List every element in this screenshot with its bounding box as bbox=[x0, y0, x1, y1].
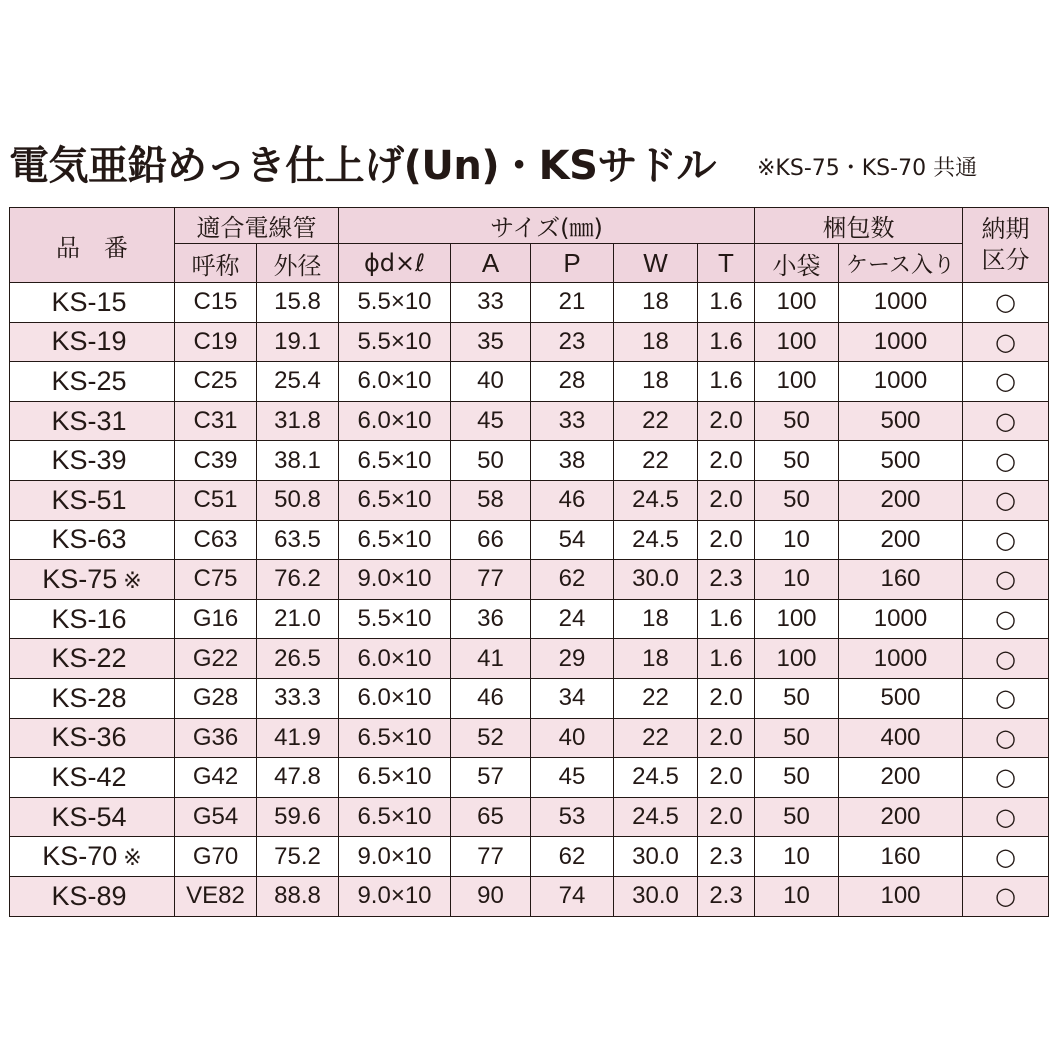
t-cell: 2.0 bbox=[698, 758, 755, 798]
outer-dia-cell: 41.9 bbox=[257, 718, 339, 758]
nominal-cell: G36 bbox=[175, 718, 257, 758]
p-cell: 62 bbox=[531, 837, 614, 877]
header-part-no: 品 番 bbox=[10, 208, 175, 283]
t-cell: 2.0 bbox=[698, 480, 755, 520]
t-cell: 2.3 bbox=[698, 837, 755, 877]
part-number: KS-51 bbox=[10, 480, 175, 520]
case-cell: 200 bbox=[839, 758, 963, 798]
a-cell: 77 bbox=[451, 837, 531, 877]
small-bag-cell: 10 bbox=[755, 876, 839, 916]
outer-dia-cell: 38.1 bbox=[257, 441, 339, 481]
small-bag-cell: 10 bbox=[755, 520, 839, 560]
case-cell: 1000 bbox=[839, 283, 963, 323]
small-bag-cell: 100 bbox=[755, 599, 839, 639]
phi-d-l-cell: 6.5×10 bbox=[339, 758, 451, 798]
w-cell: 22 bbox=[614, 441, 698, 481]
table-row bbox=[10, 441, 1049, 481]
part-number: KS-89 bbox=[10, 876, 175, 916]
case-cell: 160 bbox=[839, 837, 963, 877]
delivery-cell: ○ bbox=[963, 441, 1049, 481]
table-row bbox=[10, 837, 1049, 877]
outer-dia-cell: 26.5 bbox=[257, 639, 339, 679]
nominal-cell: VE82 bbox=[175, 876, 257, 916]
table-row bbox=[10, 283, 1049, 323]
delivery-cell: ○ bbox=[963, 322, 1049, 362]
delivery-cell: ○ bbox=[963, 520, 1049, 560]
table-row bbox=[10, 362, 1049, 402]
outer-dia-cell: 33.3 bbox=[257, 678, 339, 718]
p-cell: 45 bbox=[531, 758, 614, 798]
t-cell: 1.6 bbox=[698, 283, 755, 323]
t-cell: 2.0 bbox=[698, 520, 755, 560]
nominal-cell: C31 bbox=[175, 401, 257, 441]
header-packing: 梱包数 bbox=[755, 208, 963, 244]
small-bag-cell: 50 bbox=[755, 401, 839, 441]
header-small-bag: 小袋 bbox=[755, 244, 839, 283]
phi-d-l-cell: 6.0×10 bbox=[339, 639, 451, 679]
part-number: KS-16 bbox=[10, 599, 175, 639]
a-cell: 33 bbox=[451, 283, 531, 323]
part-number: KS-39 bbox=[10, 441, 175, 481]
outer-dia-cell: 63.5 bbox=[257, 520, 339, 560]
phi-d-l-cell: 5.5×10 bbox=[339, 283, 451, 323]
header-case: ケース入り bbox=[839, 244, 963, 283]
header-size: サイズ(㎜) bbox=[339, 208, 755, 244]
part-number: KS-63 bbox=[10, 520, 175, 560]
outer-dia-cell: 76.2 bbox=[257, 560, 339, 600]
common-mark: ※ bbox=[123, 846, 142, 872]
case-cell: 1000 bbox=[839, 639, 963, 679]
t-cell: 2.3 bbox=[698, 560, 755, 600]
part-number: KS-75 ※ bbox=[10, 560, 175, 600]
w-cell: 22 bbox=[614, 718, 698, 758]
case-cell: 200 bbox=[839, 797, 963, 837]
outer-dia-cell: 15.8 bbox=[257, 283, 339, 323]
phi-d-l-cell: 6.5×10 bbox=[339, 718, 451, 758]
small-bag-cell: 50 bbox=[755, 678, 839, 718]
small-bag-cell: 50 bbox=[755, 441, 839, 481]
p-cell: 46 bbox=[531, 480, 614, 520]
delivery-cell: ○ bbox=[963, 758, 1049, 798]
a-cell: 77 bbox=[451, 560, 531, 600]
a-cell: 45 bbox=[451, 401, 531, 441]
w-cell: 18 bbox=[614, 599, 698, 639]
delivery-cell: ○ bbox=[963, 678, 1049, 718]
part-number: KS-31 bbox=[10, 401, 175, 441]
delivery-cell: ○ bbox=[963, 639, 1049, 679]
phi-d-l-cell: 6.5×10 bbox=[339, 520, 451, 560]
small-bag-cell: 100 bbox=[755, 283, 839, 323]
nominal-cell: C25 bbox=[175, 362, 257, 402]
nominal-cell: G28 bbox=[175, 678, 257, 718]
p-cell: 74 bbox=[531, 876, 614, 916]
w-cell: 30.0 bbox=[614, 837, 698, 877]
p-cell: 38 bbox=[531, 441, 614, 481]
part-number: KS-70 ※ bbox=[10, 837, 175, 877]
case-cell: 500 bbox=[839, 678, 963, 718]
a-cell: 50 bbox=[451, 441, 531, 481]
a-cell: 58 bbox=[451, 480, 531, 520]
w-cell: 30.0 bbox=[614, 876, 698, 916]
header-phi-d-l: ϕd×ℓ bbox=[339, 244, 451, 283]
table-body bbox=[10, 283, 1049, 917]
a-cell: 46 bbox=[451, 678, 531, 718]
outer-dia-cell: 47.8 bbox=[257, 758, 339, 798]
table-row bbox=[10, 797, 1049, 837]
t-cell: 2.0 bbox=[698, 718, 755, 758]
table-row bbox=[10, 758, 1049, 798]
t-cell: 1.6 bbox=[698, 322, 755, 362]
header-t: T bbox=[698, 244, 755, 283]
outer-dia-cell: 31.8 bbox=[257, 401, 339, 441]
nominal-cell: G42 bbox=[175, 758, 257, 798]
part-number: KS-25 bbox=[10, 362, 175, 402]
a-cell: 66 bbox=[451, 520, 531, 560]
t-cell: 2.0 bbox=[698, 797, 755, 837]
table-header bbox=[10, 208, 1049, 283]
case-cell: 200 bbox=[839, 520, 963, 560]
header-conduit: 適合電線管 bbox=[175, 208, 339, 244]
table-row bbox=[10, 401, 1049, 441]
t-cell: 1.6 bbox=[698, 639, 755, 679]
a-cell: 90 bbox=[451, 876, 531, 916]
w-cell: 22 bbox=[614, 678, 698, 718]
nominal-cell: C19 bbox=[175, 322, 257, 362]
common-mark: ※ bbox=[123, 568, 142, 594]
w-cell: 18 bbox=[614, 283, 698, 323]
header-a: A bbox=[451, 244, 531, 283]
outer-dia-cell: 19.1 bbox=[257, 322, 339, 362]
case-cell: 100 bbox=[839, 876, 963, 916]
small-bag-cell: 50 bbox=[755, 480, 839, 520]
w-cell: 30.0 bbox=[614, 560, 698, 600]
outer-dia-cell: 88.8 bbox=[257, 876, 339, 916]
nominal-cell: G70 bbox=[175, 837, 257, 877]
title-row bbox=[9, 138, 1049, 194]
p-cell: 24 bbox=[531, 599, 614, 639]
p-cell: 28 bbox=[531, 362, 614, 402]
table-row bbox=[10, 718, 1049, 758]
spec-table bbox=[9, 207, 1049, 917]
nominal-cell: C15 bbox=[175, 283, 257, 323]
a-cell: 36 bbox=[451, 599, 531, 639]
phi-d-l-cell: 6.5×10 bbox=[339, 441, 451, 481]
table-row bbox=[10, 876, 1049, 916]
case-cell: 1000 bbox=[839, 362, 963, 402]
p-cell: 33 bbox=[531, 401, 614, 441]
p-cell: 54 bbox=[531, 520, 614, 560]
t-cell: 2.0 bbox=[698, 401, 755, 441]
part-number: KS-28 bbox=[10, 678, 175, 718]
table-row bbox=[10, 322, 1049, 362]
table-row bbox=[10, 599, 1049, 639]
p-cell: 40 bbox=[531, 718, 614, 758]
nominal-cell: C75 bbox=[175, 560, 257, 600]
nominal-cell: G54 bbox=[175, 797, 257, 837]
p-cell: 23 bbox=[531, 322, 614, 362]
nominal-cell: G16 bbox=[175, 599, 257, 639]
case-cell: 160 bbox=[839, 560, 963, 600]
a-cell: 57 bbox=[451, 758, 531, 798]
p-cell: 34 bbox=[531, 678, 614, 718]
w-cell: 24.5 bbox=[614, 797, 698, 837]
t-cell: 2.3 bbox=[698, 876, 755, 916]
delivery-cell: ○ bbox=[963, 401, 1049, 441]
outer-dia-cell: 75.2 bbox=[257, 837, 339, 877]
phi-d-l-cell: 6.5×10 bbox=[339, 480, 451, 520]
case-cell: 1000 bbox=[839, 322, 963, 362]
small-bag-cell: 100 bbox=[755, 639, 839, 679]
header-w: W bbox=[614, 244, 698, 283]
phi-d-l-cell: 5.5×10 bbox=[339, 322, 451, 362]
phi-d-l-cell: 6.5×10 bbox=[339, 797, 451, 837]
case-cell: 1000 bbox=[839, 599, 963, 639]
delivery-cell: ○ bbox=[963, 876, 1049, 916]
p-cell: 53 bbox=[531, 797, 614, 837]
table-row bbox=[10, 560, 1049, 600]
delivery-cell: ○ bbox=[963, 837, 1049, 877]
outer-dia-cell: 21.0 bbox=[257, 599, 339, 639]
nominal-cell: C51 bbox=[175, 480, 257, 520]
a-cell: 41 bbox=[451, 639, 531, 679]
phi-d-l-cell: 5.5×10 bbox=[339, 599, 451, 639]
w-cell: 24.5 bbox=[614, 520, 698, 560]
phi-d-l-cell: 6.0×10 bbox=[339, 401, 451, 441]
part-number: KS-36 bbox=[10, 718, 175, 758]
part-number: KS-54 bbox=[10, 797, 175, 837]
case-cell: 200 bbox=[839, 480, 963, 520]
w-cell: 24.5 bbox=[614, 480, 698, 520]
phi-d-l-cell: 6.0×10 bbox=[339, 362, 451, 402]
page-title: 電気亜鉛めっき仕上げ(Un)・KSサドル bbox=[9, 143, 716, 189]
t-cell: 1.6 bbox=[698, 599, 755, 639]
p-cell: 21 bbox=[531, 283, 614, 323]
t-cell: 1.6 bbox=[698, 362, 755, 402]
part-number: KS-15 bbox=[10, 283, 175, 323]
small-bag-cell: 50 bbox=[755, 758, 839, 798]
p-cell: 62 bbox=[531, 560, 614, 600]
header-delivery: 納期 区分 bbox=[963, 208, 1049, 283]
w-cell: 18 bbox=[614, 322, 698, 362]
phi-d-l-cell: 9.0×10 bbox=[339, 876, 451, 916]
small-bag-cell: 50 bbox=[755, 718, 839, 758]
p-cell: 29 bbox=[531, 639, 614, 679]
small-bag-cell: 10 bbox=[755, 560, 839, 600]
part-number: KS-42 bbox=[10, 758, 175, 798]
table-row bbox=[10, 639, 1049, 679]
small-bag-cell: 10 bbox=[755, 837, 839, 877]
table-row bbox=[10, 480, 1049, 520]
nominal-cell: C39 bbox=[175, 441, 257, 481]
case-cell: 500 bbox=[839, 441, 963, 481]
case-cell: 400 bbox=[839, 718, 963, 758]
part-number: KS-22 bbox=[10, 639, 175, 679]
common-note: ※KS-75・KS-70 共通 bbox=[757, 156, 978, 181]
small-bag-cell: 100 bbox=[755, 322, 839, 362]
table-row bbox=[10, 520, 1049, 560]
w-cell: 22 bbox=[614, 401, 698, 441]
phi-d-l-cell: 9.0×10 bbox=[339, 560, 451, 600]
phi-d-l-cell: 9.0×10 bbox=[339, 837, 451, 877]
w-cell: 24.5 bbox=[614, 758, 698, 798]
table-row bbox=[10, 678, 1049, 718]
outer-dia-cell: 50.8 bbox=[257, 480, 339, 520]
header-p: P bbox=[531, 244, 614, 283]
delivery-cell: ○ bbox=[963, 797, 1049, 837]
phi-d-l-cell: 6.0×10 bbox=[339, 678, 451, 718]
delivery-cell: ○ bbox=[963, 283, 1049, 323]
small-bag-cell: 100 bbox=[755, 362, 839, 402]
outer-dia-cell: 59.6 bbox=[257, 797, 339, 837]
case-cell: 500 bbox=[839, 401, 963, 441]
outer-dia-cell: 25.4 bbox=[257, 362, 339, 402]
header-outer-dia: 外径 bbox=[257, 244, 339, 283]
a-cell: 35 bbox=[451, 322, 531, 362]
delivery-cell: ○ bbox=[963, 560, 1049, 600]
a-cell: 40 bbox=[451, 362, 531, 402]
a-cell: 65 bbox=[451, 797, 531, 837]
small-bag-cell: 50 bbox=[755, 797, 839, 837]
delivery-cell: ○ bbox=[963, 718, 1049, 758]
part-number: KS-19 bbox=[10, 322, 175, 362]
nominal-cell: G22 bbox=[175, 639, 257, 679]
delivery-cell: ○ bbox=[963, 599, 1049, 639]
nominal-cell: C63 bbox=[175, 520, 257, 560]
delivery-cell: ○ bbox=[963, 480, 1049, 520]
w-cell: 18 bbox=[614, 639, 698, 679]
t-cell: 2.0 bbox=[698, 678, 755, 718]
w-cell: 18 bbox=[614, 362, 698, 402]
a-cell: 52 bbox=[451, 718, 531, 758]
delivery-cell: ○ bbox=[963, 362, 1049, 402]
header-nominal: 呼称 bbox=[175, 244, 257, 283]
t-cell: 2.0 bbox=[698, 441, 755, 481]
